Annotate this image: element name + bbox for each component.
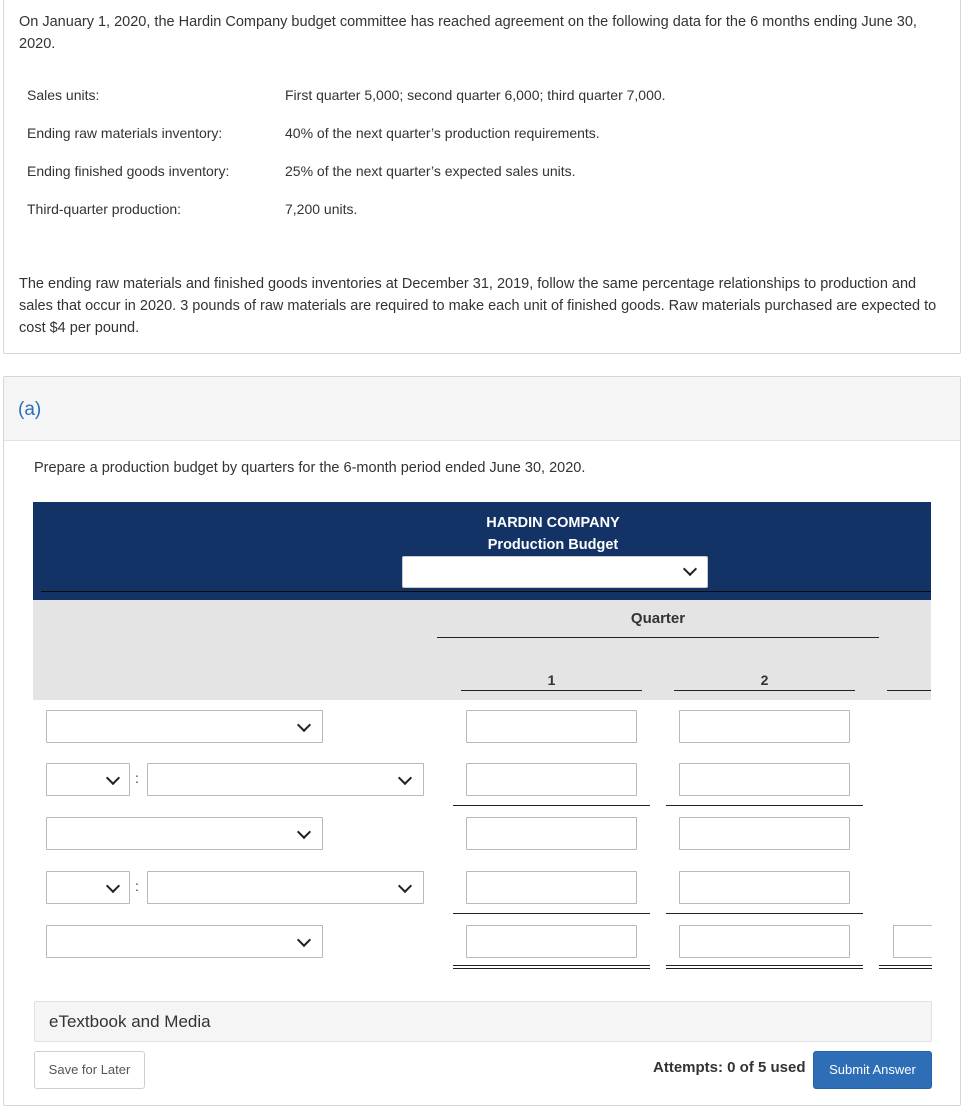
row2-label-select[interactable] (147, 763, 424, 796)
quarter-header-band (33, 600, 931, 700)
budget-title-block (408, 512, 698, 556)
row5-q2-input[interactable] (679, 925, 850, 958)
row4-q1-subtotal-rule (453, 913, 650, 914)
row1-label-select[interactable] (46, 710, 323, 743)
data-label-sales-units: Sales units: (27, 87, 100, 103)
budget-title: Production Budget (487, 537, 619, 553)
row2-q1-input[interactable] (466, 763, 637, 796)
part-a-label: (a) (18, 399, 42, 420)
chevron-down-icon (297, 718, 311, 732)
row3-q2-input[interactable] (679, 817, 850, 850)
row2-q2-input[interactable] (679, 763, 850, 796)
chevron-down-icon (398, 879, 412, 893)
row4-q1-input[interactable] (466, 871, 637, 904)
chevron-down-icon (683, 562, 697, 576)
row2-operator-select[interactable] (46, 763, 130, 796)
q1-header-underline (461, 690, 642, 691)
row4-q2-subtotal-rule (666, 913, 863, 914)
problem-outro: The ending raw materials and finished goods inventories at December 31, 2019, follow the same percentage relationships to production and sales that occur in 2020. 3 pounds of raw materials are required to make each unit of finished goods. Raw materials purchased are expected to cost $4 per pound. (19, 276, 937, 336)
chevron-down-icon (398, 771, 412, 785)
row1-q2-input[interactable] (679, 710, 850, 743)
row2-q1-subtotal-rule (453, 805, 650, 806)
row5-q2-double-rule-top (666, 965, 863, 966)
chevron-down-icon (297, 825, 311, 839)
row2-colon: : (135, 770, 139, 786)
row5-label-select[interactable] (46, 925, 323, 958)
quarter-header: Quarter (630, 610, 686, 627)
problem-card (3, 0, 961, 354)
period-select[interactable] (402, 556, 708, 588)
data-value-sales-units: First quarter 5,000; second quarter 6,000; third quarter 7,000. (285, 87, 666, 103)
row5-total-double-rule-bottom (879, 968, 932, 969)
etextbook-media-label: eTextbook and Media (49, 1012, 211, 1031)
row4-colon: : (135, 878, 139, 894)
column-header-q1: 1 (547, 672, 556, 688)
row3-label-select[interactable] (46, 817, 323, 850)
row5-q2-double-rule-bottom (666, 968, 863, 969)
row5-q1-double-rule-top (453, 965, 650, 966)
chevron-down-icon (297, 933, 311, 947)
budget-header (33, 502, 931, 600)
q2-header-underline (674, 690, 855, 691)
total-header-underline (887, 690, 931, 691)
row4-q2-input[interactable] (679, 871, 850, 904)
data-value-raw-materials: 40% of the next quarter’s production requirements. (285, 125, 600, 141)
row5-total-input[interactable] (893, 925, 932, 958)
data-label-third-quarter: Third-quarter production: (27, 201, 182, 217)
part-a-header (4, 377, 960, 441)
row4-operator-select[interactable] (46, 871, 130, 904)
part-a-card (3, 376, 961, 1106)
column-header-q2: 2 (760, 672, 769, 688)
chevron-down-icon (106, 771, 120, 785)
quarter-underline (437, 637, 879, 638)
etextbook-media-panel[interactable] (34, 1001, 932, 1042)
row3-q1-input[interactable] (466, 817, 637, 850)
data-value-third-quarter: 7,200 units. (285, 201, 358, 217)
chevron-down-icon (106, 879, 120, 893)
problem-intro: On January 1, 2020, the Hardin Company budget committee has reached agreement on the following data for the 6 months ending June 30, 2020. (19, 14, 917, 52)
row5-total-double-rule-top (879, 965, 932, 966)
row1-q1-input[interactable] (466, 710, 637, 743)
data-label-raw-materials: Ending raw materials inventory: (27, 125, 223, 141)
row4-label-select[interactable] (147, 871, 424, 904)
row5-q1-double-rule-bottom (453, 968, 650, 969)
header-divider (41, 591, 931, 592)
save-for-later-button[interactable]: Save for Later (34, 1051, 145, 1089)
data-label-finished-goods: Ending finished goods inventory: (27, 163, 230, 179)
row5-q1-input[interactable] (466, 925, 637, 958)
data-value-finished-goods: 25% of the next quarter’s expected sales units. (285, 163, 576, 179)
part-a-prompt: Prepare a production budget by quarters for the 6-month period ended June 30, 2020. (34, 460, 586, 476)
company-name: HARDIN COMPANY (486, 515, 620, 531)
submit-answer-button[interactable]: Submit Answer (813, 1051, 932, 1089)
attempts-counter: Attempts: 0 of 5 used (653, 1059, 806, 1076)
row2-q2-subtotal-rule (666, 805, 863, 806)
